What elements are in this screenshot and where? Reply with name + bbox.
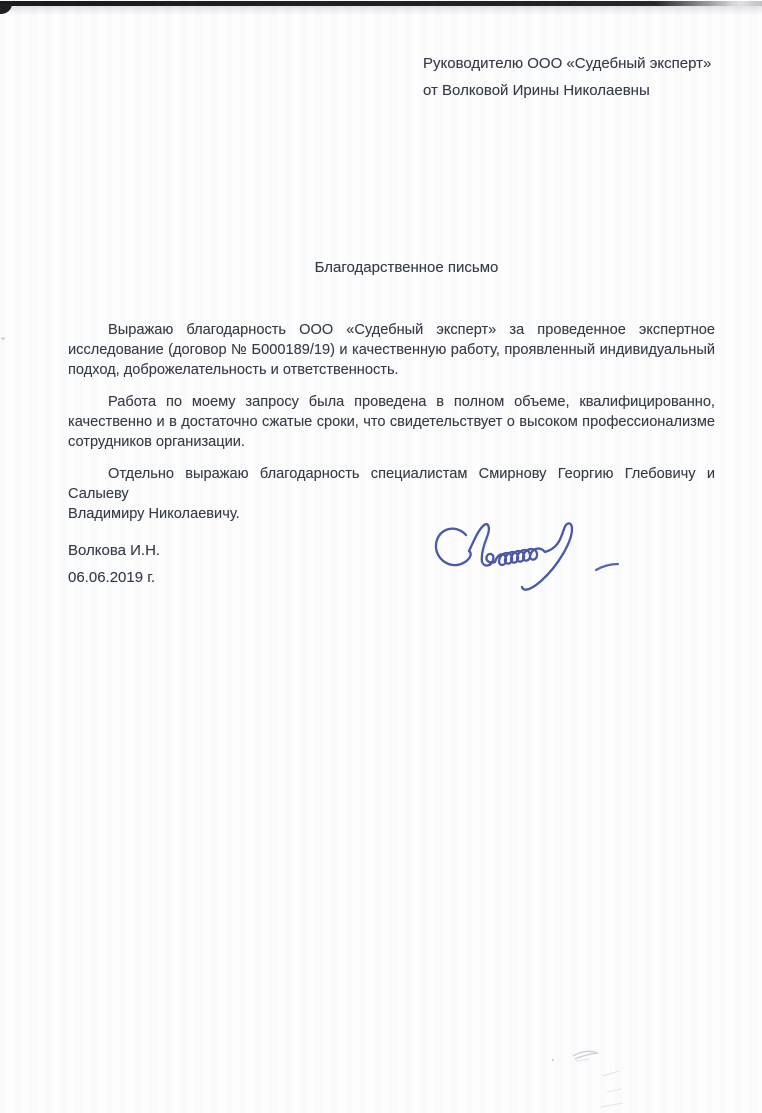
text-line: подход, доброжелательность и ответственность.	[68, 362, 399, 378]
smudge-line	[576, 1059, 589, 1061]
smudge-streak	[601, 1103, 623, 1107]
text-line: Выражаю благодарность ООО «Судебный эксперт» за проведенное экспертное	[108, 322, 715, 338]
handwritten-signature-ink	[425, 515, 630, 605]
smudge-dot	[552, 1059, 554, 1061]
text-line: Работа по моему запросу была проведена в полном объеме, квалифицированно,	[108, 394, 715, 410]
paragraph-1	[68, 320, 715, 380]
smudge-scribble	[573, 1051, 597, 1059]
signature-stroke	[436, 523, 572, 589]
scan-artifact-left-speck	[1, 337, 5, 340]
text-line: качественно и в достаточно сжатые сроки, что свидетельствует о высоком профессионализме	[68, 414, 715, 430]
text-line: Владимиру Николаевичу.	[68, 506, 240, 522]
addressee-line-1: Руководителю ООО «Судебный эксперт»	[423, 55, 712, 72]
letter-date: 06.06.2019 г.	[68, 569, 156, 586]
scan-artifact-top-shadow	[0, 6, 762, 15]
text-line: Отдельно выражаю благодарность специалистам Смирнову Георгию Глебовичу и Салыеву	[68, 466, 715, 502]
addressee-line-2: от Волковой Ирины Николаевны	[423, 82, 650, 99]
text-line: исследование (договор № Б000189/19) и качественную работу, проявленный индивидуальный	[68, 342, 715, 358]
smudge-streak	[607, 1089, 621, 1092]
signature-dash-stroke	[596, 564, 618, 570]
letter-title: Благодарственное письмо	[314, 259, 499, 276]
signer-name: Волкова И.Н.	[68, 542, 161, 559]
text-line: сотрудников организации.	[68, 434, 245, 450]
scan-smudge	[545, 1040, 665, 1113]
addressee-block	[423, 50, 711, 104]
smudge-streak	[603, 1071, 619, 1076]
paragraph-2	[68, 392, 715, 452]
letter-body	[68, 320, 715, 536]
